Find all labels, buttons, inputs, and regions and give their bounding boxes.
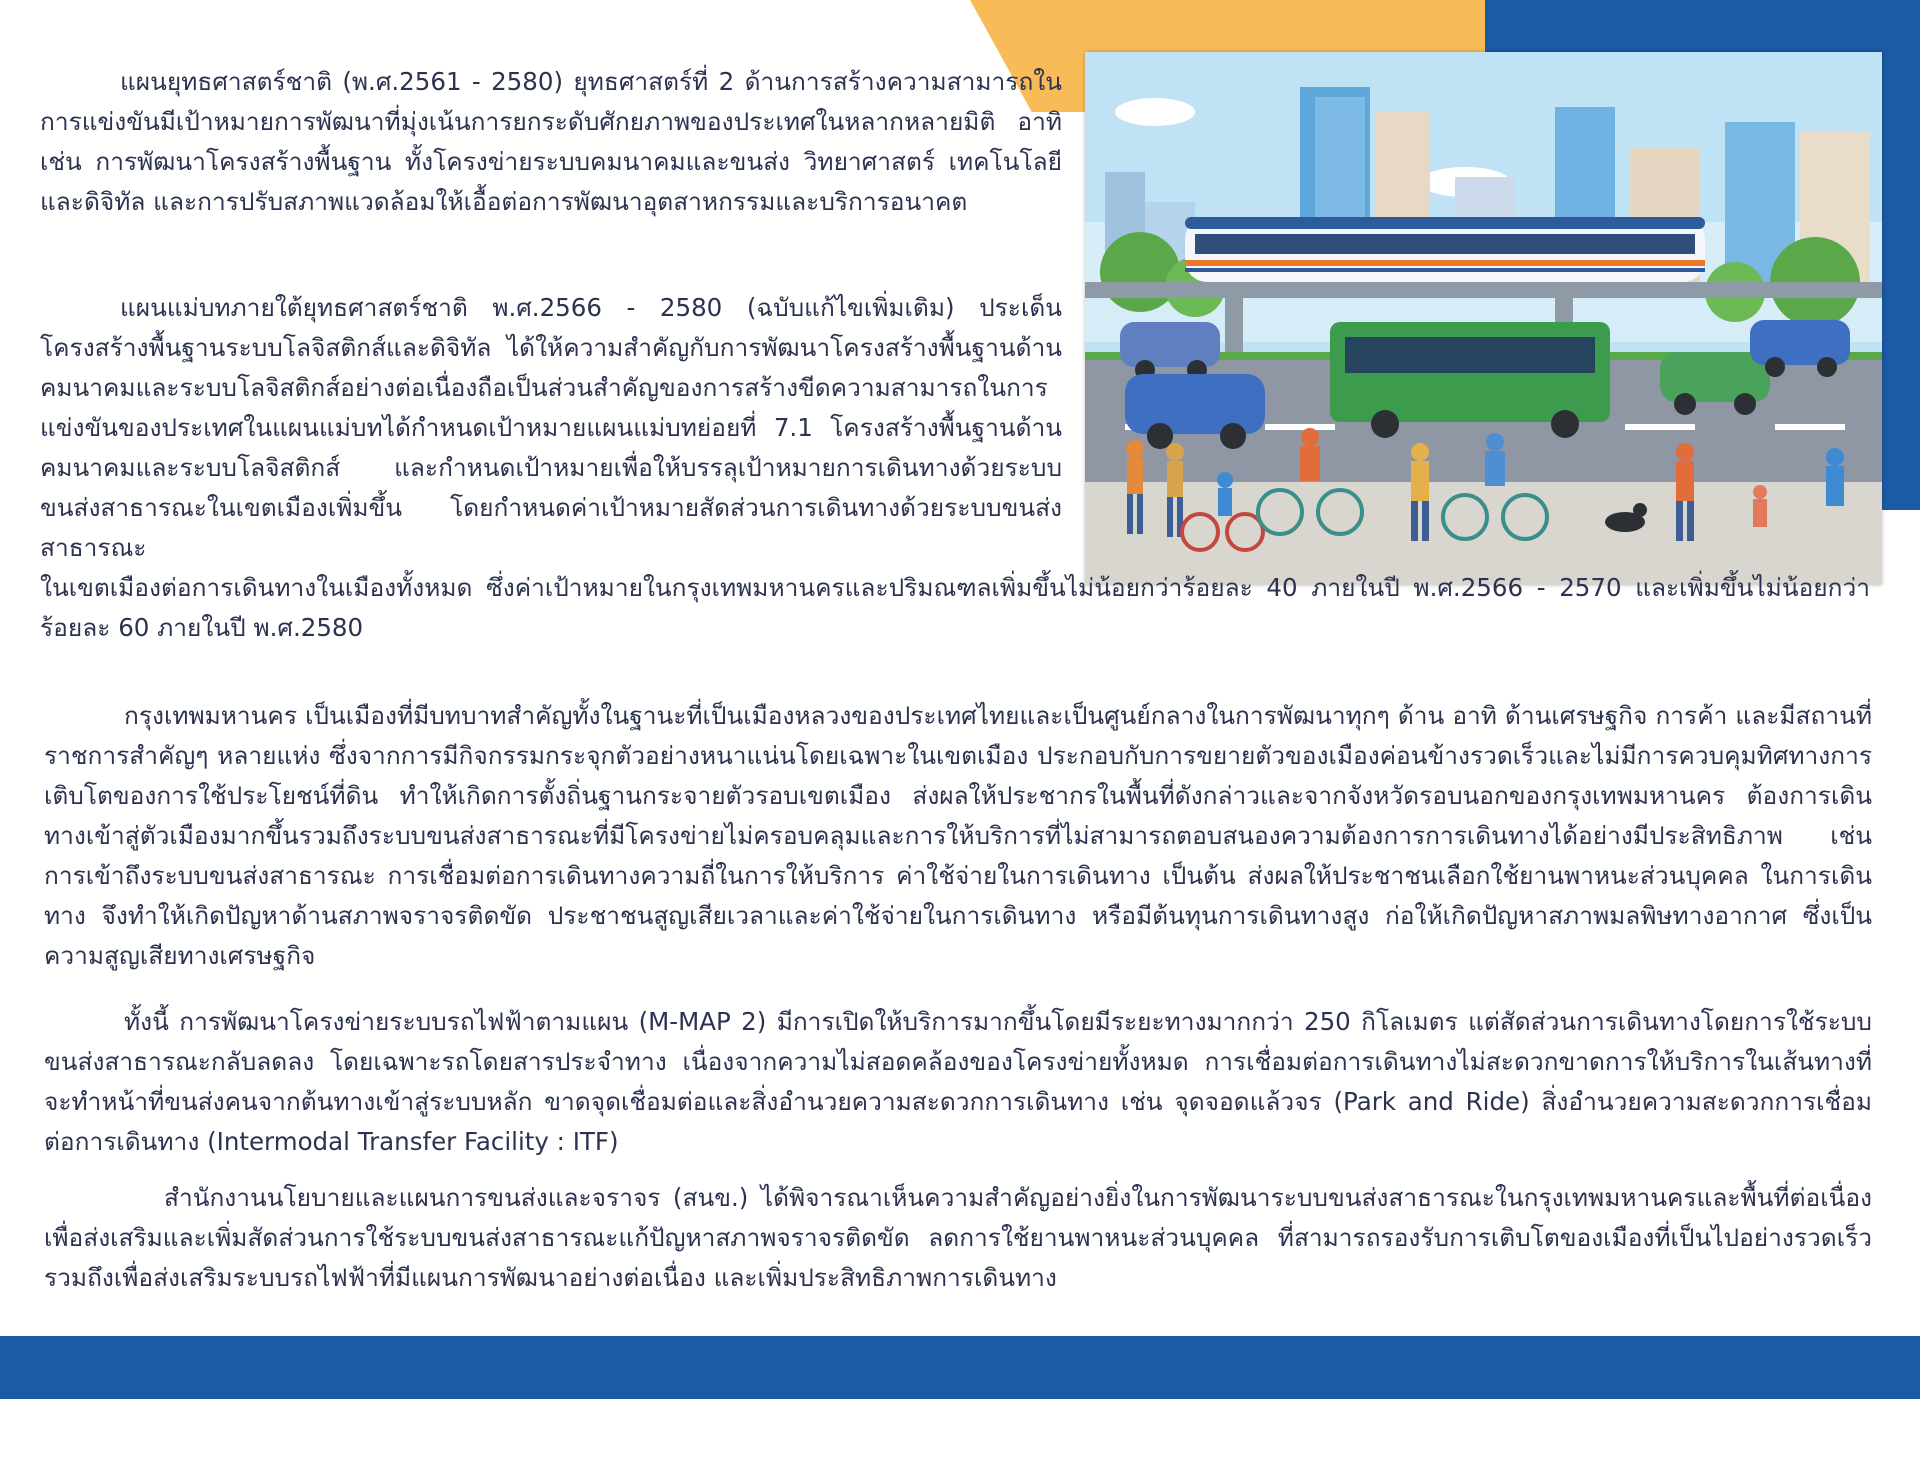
- paragraph-otp: [44, 1178, 1872, 1298]
- paragraph-text: แผนแม่บทภายใต้ยุทธศาสตร์ชาติ พ.ศ.2566 - 2580 (ฉบับแก้ไขเพิ่มเติม) ประเด็นโครงสร้างพื้นฐานระบบโลจิสติกส์และดิจิทัล ได้ให้ความสำคัญกับการพัฒนาโครงสร้างพื้นฐานด้านคมนาคมและระบบโลจิสติกส์อย่างต่อเนื่องถือเป็นส่วนสำคัญของการสร้างขีดความสามารถในการแข่งขันของประเทศในแผนแม่บทได้กำหนดเป้าหมายแผนแม่บทย่อยที่ 7.1 โครงสร้างพื้นฐานด้านคมนาคมและระบบโลจิสติกส์ และกำหนดเป้าหมายเพื่อให้บรรลุเป้าหมายการเดินทางด้วยระบบขนส่งสาธารณะในเขตเมืองเพิ่มขึ้น โดยกำหนดค่าเป้าหมายสัดส่วนการเดินทางด้วยระบบขนส่งสาธารณะ: [40, 293, 1062, 562]
- transport-scene-image: [1085, 52, 1882, 585]
- paragraph-text: กรุงเทพมหานคร เป็นเมืองที่มีบทบาทสำคัญทั้งในฐานะที่เป็นเมืองหลวงของประเทศไทยและเป็นศูนย์กลางในการพัฒนาทุกๆ ด้าน อาทิ ด้านเศรษฐกิจ การค้า และมีสถานที่ราชการสำคัญๆ หลายแห่ง ซึ่งจากการมีกิจกรรมกระจุกตัวอย่างหนาแน่นโดยเฉพาะในเขตเมือง ประกอบกับการขยายตัวของเมืองค่อนข้างรวดเร็วและไม่มีการควบคุมทิศทางการเติบโตของการใช้ประโยชน์ที่ดิน ทำให้เกิดการตั้งถิ่นฐานกระจายตัวรอบเขตเมือง ส่งผลให้ประชากรในพื้นที่ดังกล่าวและจากจังหวัดรอบนอกของกรุงเทพมหานคร ต้องการเดินทางเข้าสู่ตัวเมืองมากขึ้นรวมถึงระบบขนส่งสาธารณะที่มีโครงข่ายไม่ครอบคลุมและการให้บริการที่ไม่สามารถตอบสนองความต้องการการเดินทางได้อย่างมีประสิทธิภาพ เช่น การเข้าถึงระบบขนส่งสาธารณะ การเชื่อมต่อการเดินทางความถี่ในการให้บริการ ค่าใช้จ่ายในการเดินทาง เป็นต้น ส่งผลให้ประชาชนเลือกใช้ยานพาหนะส่วนบุคคล ในการเดินทาง จึงทำให้เกิดปัญหาด้านสภาพจราจรติดขัด ประชาชนสูญเสียเวลาและค่าใช้จ่ายในการเดินทาง หรือมีต้นทุนการเดินทางสูง ก่อให้เกิดปัญหาสภาพมลพิษทางอากาศ ซึ่งเป็นความสูญเสียทางเศรษฐกิจ: [44, 701, 1872, 970]
- paragraph-national-strategy: [40, 62, 1062, 222]
- paragraph-mmap2: [44, 1002, 1872, 1162]
- footer-blue-bar: [0, 1336, 1920, 1399]
- paragraph-text-continued: ในเขตเมืองต่อการเดินทางในเมืองทั้งหมด ซึ่งค่าเป้าหมายในกรุงเทพมหานครและปริมณฑลเพิ่มขึ้นไม่น้อยกว่าร้อยละ 40 ภายในปี พ.ศ.2566 - 2570 และเพิ่มขึ้นไม่น้อยกว่าร้อยละ 60 ภายในปี พ.ศ.2580: [40, 573, 1870, 642]
- paragraph-text: แผนยุทธศาสตร์ชาติ (พ.ศ.2561 - 2580) ยุทธศาสตร์ที่ 2 ด้านการสร้างความสามารถในการแข่งขันมีเป้าหมายการพัฒนาที่มุ่งเน้นการยกระดับศักยภาพของประเทศในหลากหลายมิติ อาทิเช่น การพัฒนาโครงสร้างพื้นฐาน ทั้งโครงข่ายระบบคมนาคมและขนส่ง วิทยาศาสตร์ เทคโนโลยี และดิจิทัล และการปรับสภาพแวดล้อมให้เอื้อต่อการพัฒนาอุตสาหกรรมและบริการอนาคต: [40, 67, 1062, 216]
- paragraph-text: สำนักงานนโยบายและแผนการขนส่งและจราจร (สนข.) ได้พิจารณาเห็นความสำคัญอย่างยิ่งในการพัฒนาระบบขนส่งสาธารณะในกรุงเทพมหานครและพื้นที่ต่อเนื่อง เพื่อส่งเสริมและเพิ่มสัดส่วนการใช้ระบบขนส่งสาธารณะแก้ปัญหาสภาพจราจรติดขัด ลดการใช้ยานพาหนะส่วนบุคคล ที่สามารถรองรับการเติบโตของเมืองที่เป็นไปอย่างรวดเร็ว รวมถึงเพื่อส่งเสริมระบบรถไฟฟ้าที่มีแผนการพัฒนาอย่างต่อเนื่อง และเพิ่มประสิทธิภาพการเดินทาง: [44, 1183, 1872, 1292]
- paragraph-master-plan: [40, 288, 1870, 648]
- paragraph-bangkok-context: [44, 696, 1872, 976]
- paragraph-text: ทั้งนี้ การพัฒนาโครงข่ายระบบรถไฟฟ้าตามแผน (M-MAP 2) มีการเปิดให้บริการมากขึ้นโดยมีระยะทางมากกว่า 250 กิโลเมตร แต่สัดส่วนการเดินทางโดยการใช้ระบบขนส่งสาธารณะกลับลดลง โดยเฉพาะรถโดยสารประจำทาง เนื่องจากความไม่สอดคล้องของโครงข่ายทั้งหมด การเชื่อมต่อการเดินทางไม่สะดวกขาดการให้บริการในเส้นทางที่จะทำหน้าที่ขนส่งคนจากต้นทางเข้าสู่ระบบหลัก ขาดจุดเชื่อมต่อและสิ่งอำนวยความสะดวกการเดินทาง เช่น จุดจอดแล้วจร (Park and Ride) สิ่งอำนวยความสะดวกการเชื่อมต่อการเดินทาง (Intermodal Transfer Facility : ITF): [44, 1007, 1872, 1156]
- city-transport-illustration: [1085, 52, 1882, 585]
